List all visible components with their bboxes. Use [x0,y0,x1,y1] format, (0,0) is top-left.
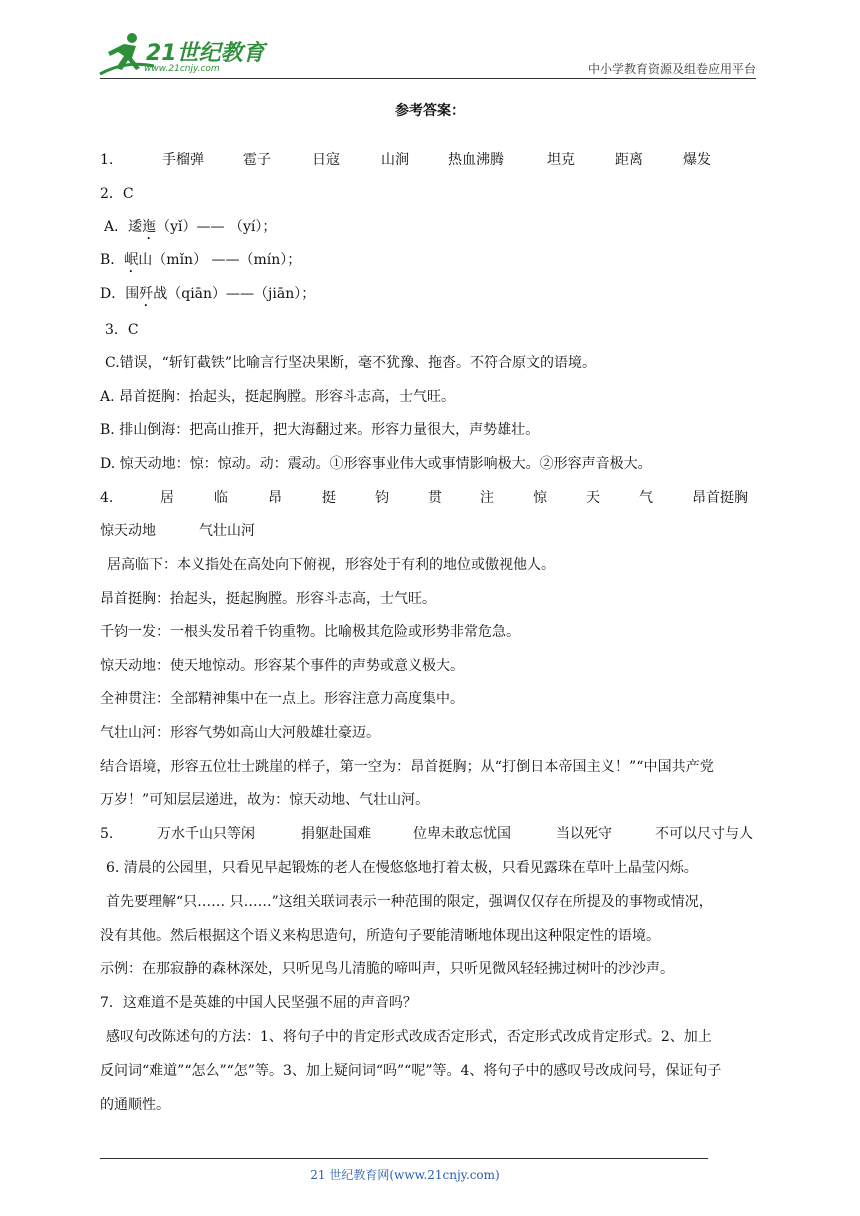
q2-option-d [100,283,315,310]
q4-explanation: 气壮山河：形容气势如高山大河般雄壮豪迈。 [100,725,380,741]
q4-char: 临 [214,490,228,506]
q1-word: 热血沸腾 [448,152,504,168]
q4-char: 贯 [428,490,442,506]
q7-explanation: 反问词“难道”“怎么”“怎”等。3、加上疑问词“吗”“呢”等。4、将句子中的感叹号改成问号，保证句子 [100,1063,722,1079]
q4-explanation: 居高临下：本义指处在高处向下俯视，形容处于有利的地位或傲视他人。 [107,557,555,573]
q4-char: 钧 [375,490,389,506]
logo-url: www.21cnjy.com [144,64,220,74]
q1-word: 距离 [615,152,643,168]
q4-char: 天 [586,490,600,506]
q6-explanation: 示例：在那寂静的森林深处，只听见鸟儿清脆的啼叫声，只听见微风轻轻拂过树叶的沙沙声。 [100,961,674,977]
q2-a-prefix: A．逶 [104,219,143,235]
q2-a-dotted-char: 迤 [142,219,157,235]
q3-explanation: D. 惊天动地：惊：惊动。动：震动。①形容事业伟大或事情影响极大。②形容声音极大。 [100,456,652,472]
q4-explanation: 千钧一发：一根头发吊着千钧重物。比喻极其危险或形势非常危急。 [100,624,520,640]
q5-item: 当以死守 [556,826,612,842]
q2-b-suffix: 山（mǐn） ——（mín）； [138,252,302,268]
footer-link[interactable]: 21 世纪教育网(www.21cnjy.com) [310,1168,500,1182]
q7-explanation: 感叹句改陈述句的方法：1、将句子中的肯定形式改成否定形式，否定形式改成肯定形式。2、加上 [106,1029,712,1045]
q5-item: 捐躯赴国难 [301,826,371,842]
q3-explanation: B. 排山倒海：把高山推开，把大海翻过来。形容力量很大，声势雄壮。 [100,422,540,438]
q6-answer: 6. 清晨的公园里，只看见早起锻炼的老人在慢悠悠地打着太极，只看见露珠在草叶上晶莹闪烁。 [106,860,698,876]
q4-char: 昂 [268,490,282,506]
q4-explanation: 惊天动地：使天地惊动。形容某个事件的声势或意义极大。 [100,658,464,674]
q4-explanation: 结合语境，形容五位壮士跳崖的样子，第一空为：昂首挺胸；从“打倒日本帝国主义！”“中国共产党 [100,759,714,775]
q4-char: 注 [480,490,494,506]
platform-label: 中小学教育资源及组卷应用平台 [587,62,756,76]
q4-explanation: 万岁！”可知层层递进，故为：惊天动地、气壮山河。 [100,792,430,808]
q2-d-dotted-char: 歼 [139,286,154,302]
q6-explanation: 首先要理解“只…… 只……”这组关联词表示一种范围的限定，强调仅仅存在所提及的事物或情况， [106,894,713,910]
q1-word: 日寇 [312,152,340,168]
q1-word: 手榴弹 [162,152,204,168]
q4-char: 惊 [533,490,547,506]
q3-explanation: A. 昂首挺胸：抬起头，挺起胸膛。形容斗志高，士气旺。 [100,389,456,405]
q2-option-b [100,249,301,276]
q2-answer: 2．C [100,186,134,202]
q1-number: 1. [100,152,114,168]
q4-number: 4. [100,490,114,506]
q1-word: 雹子 [243,152,271,168]
q7-answer: 7．这难道不是英雄的中国人民坚强不屈的声音吗？ [100,995,417,1011]
q4-word: 惊天动地 [100,523,156,539]
q4-char: 挺 [322,490,336,506]
q4-explanation: 全神贯注：全部精神集中在一点上。形容注意力高度集中。 [100,691,464,707]
logo-text: 21世纪教育 [146,41,265,66]
q2-b-prefix: B． [100,252,125,268]
q2-option-a [104,216,276,243]
q2-a-suffix: （yǐ）—— （yí）； [156,219,277,235]
q4-explanation: 昂首挺胸：抬起头，挺起胸膛。形容斗志高，士气旺。 [100,591,436,607]
q3-explanation: C.错误，“斩钉截铁”比喻言行坚决果断，毫不犹豫、拖沓。不符合原文的语境。 [105,355,596,371]
footer-divider [100,1158,708,1159]
q5-item: 不可以尺寸与人 [655,826,753,842]
q2-d-suffix: 战（qiān）——（jiān）； [153,286,316,302]
q3-answer: 3．C [105,322,139,338]
q1-word: 山涧 [381,152,409,168]
q5-item: 位卑未敢忘忧国 [413,826,511,842]
q4-word: 昂首挺胸 [692,490,748,506]
q2-d-prefix: D．围 [100,286,140,302]
page-title: 参考答案： [395,103,465,119]
q4-char: 气 [639,490,653,506]
q5-item: 万水千山只等闲 [157,826,255,842]
q1-word: 坦克 [547,152,575,168]
q7-explanation: 的通顺性。 [100,1097,170,1113]
q4-word: 气壮山河 [199,523,255,539]
q5-number: 5. [100,826,114,842]
q1-word: 爆发 [683,152,711,168]
q2-b-dotted-char: 岷 [124,252,139,268]
q6-explanation: 没有其他。然后根据这个语义来构思造句，所造句子要能清晰地体现出这种限定性的语境。 [100,928,660,944]
q4-char: 居 [160,490,174,506]
header-divider [100,78,756,79]
